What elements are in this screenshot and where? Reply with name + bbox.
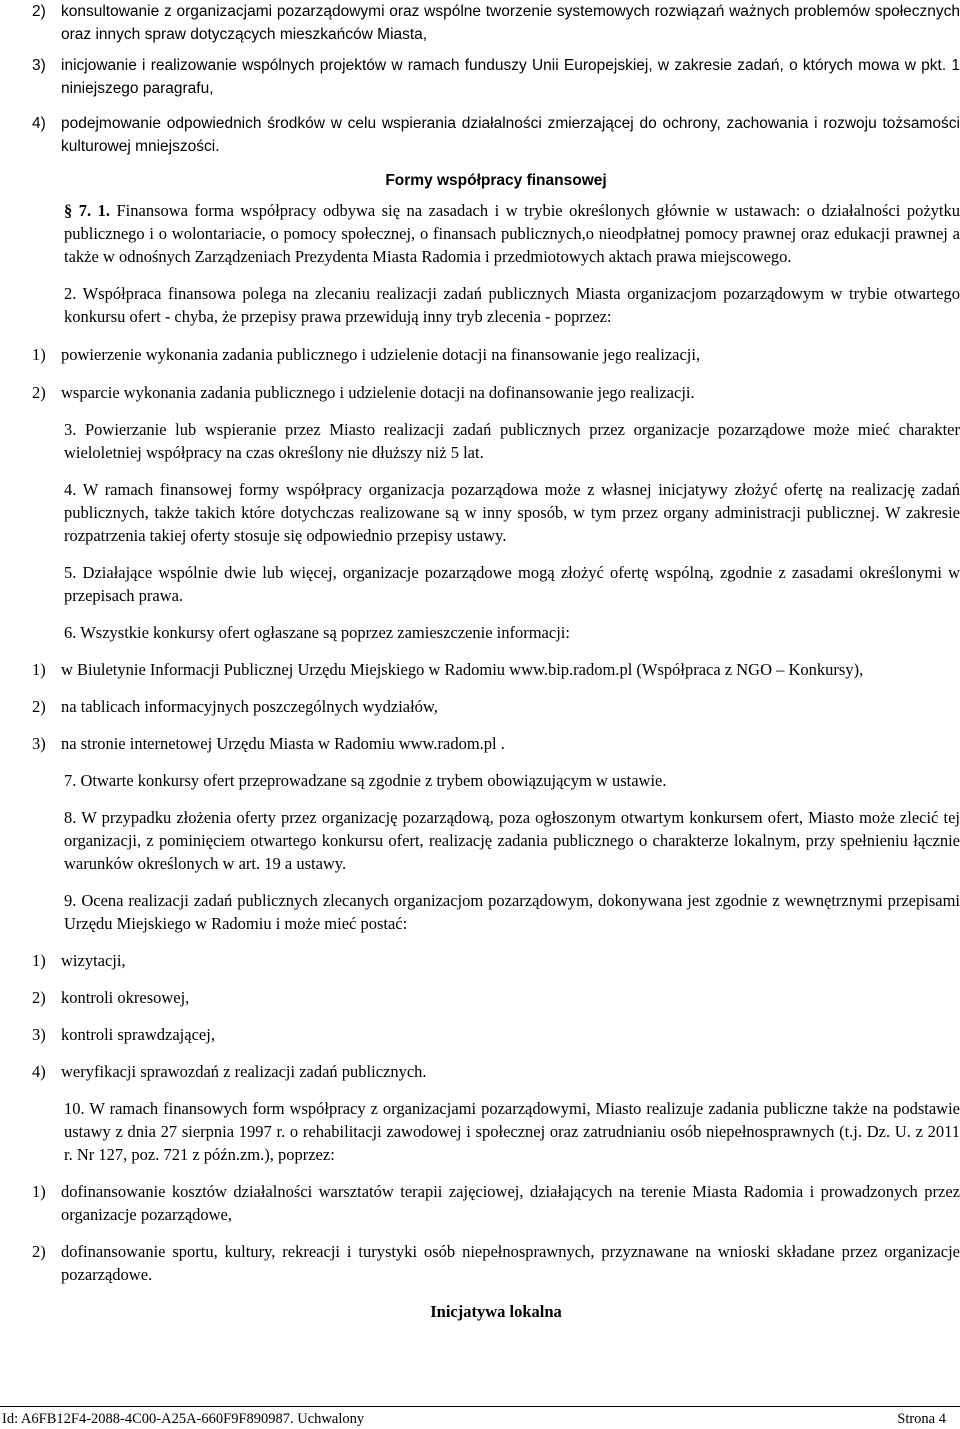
item-number: 1) <box>32 1182 46 1201</box>
paragraph-4: 4. W ramach finansowej formy współpracy organizacja pozarządowa może z własnej inicjatywy złożyć ofertę na realizację zadań publicznych, także takich które dotychczas realizowane są w inny sposób, w tym przez organy administracji publicznej. W zakresie rozpatrzenia takiej oferty stosuje się odpowiednio przepisy ustawy. <box>64 480 960 545</box>
item-number: 2) <box>32 383 46 402</box>
item-text: konsultowanie z organizacjami pozarządowymi oraz wspólne tworzenie systemowych rozwiązań ważnych problemów społecznych oraz innych spraw dotyczących mieszkańców Miasta, <box>61 3 960 43</box>
paragraph-5: 5. Działające wspólnie dwie lub więcej, organizacje pozarządowe mogą złożyć ofertę wspólną, zgodnie z zasadami określonymi w przepisach prawa. <box>64 563 960 605</box>
item-text: inicjowanie i realizowanie wspólnych projektów w ramach funduszy Unii Europejskiej, w zakresie zadań, o których mowa w pkt. 1 niniejszego paragrafu, <box>61 57 960 97</box>
list-item <box>32 949 960 972</box>
item-text: wizytacji, <box>61 951 126 970</box>
item-text: wsparcie wykonania zadania publicznego i udzielenie dotacji na dofinansowanie jego realizacji. <box>61 383 695 402</box>
list-item <box>32 732 960 755</box>
item-number: 1) <box>32 660 46 679</box>
item-number: 3) <box>32 1025 46 1044</box>
item-number: 4) <box>32 115 46 132</box>
item-text: dofinansowanie sportu, kultury, rekreacji i turystyki osób niepełnosprawnych, przyznawane na wnioski składane przez organizacje pozarządowe. <box>61 1242 960 1284</box>
item-text: na stronie internetowej Urzędu Miasta w Radomiu www.radom.pl . <box>61 734 505 753</box>
list-item <box>32 986 960 1009</box>
paragraph-section-number: § 7. 1. <box>64 201 110 220</box>
paragraph-10: 10. W ramach finansowych form współpracy z organizacjami pozarządowymi, Miasto realizuje zadania publiczne także na podstawie ustawy z dnia 27 sierpnia 1997 r. o rehabilitacji zawodowej i społecznej oraz zatrudnianiu osób niepełnosprawnych (t.j. Dz. U. z 2011 r. Nr 127, poz. 721 z późn.zm.), poprzez: <box>64 1099 960 1164</box>
list-item <box>32 1240 960 1286</box>
item-text: w Biuletynie Informacji Publicznej Urzędu Miejskiego w Radomiu www.bip.radom.pl (Współpraca z NGO – Konkursy), <box>61 660 864 679</box>
paragraph-3: 3. Powierzanie lub wspieranie przez Miasto realizacji zadań publicznych przez organizacje pozarządowe może mieć charakter wieloletniej współpracy na czas określony nie dłuższy niż 5 lat. <box>64 420 960 462</box>
list-item <box>32 112 960 158</box>
section-body <box>32 199 960 1323</box>
list-item <box>32 695 960 718</box>
item-number: 4) <box>32 1062 46 1081</box>
item-number: 2) <box>32 1242 46 1261</box>
list-item <box>32 1060 960 1083</box>
document-id: Id: A6FB12F4-2088-4C00-A25A-660F9F890987. Uchwalony <box>2 1411 365 1427</box>
item-text: kontroli sprawdzającej, <box>61 1025 215 1044</box>
item-number: 3) <box>32 57 46 74</box>
item-number: 2) <box>32 988 46 1007</box>
paragraph-8: 8. W przypadku złożenia oferty przez organizację pozarządową, poza ogłoszonym otwartym konkursem ofert, Miasto może zlecić tej organizacji, z pominięciem otwartego konkursu ofert, realizację zadania publicznego o charakterze lokalnym, przy spełnieniu łącznie warunków określonych w art. 19 a ustawy. <box>64 808 960 873</box>
item-text: podejmowanie odpowiednich środków w celu wspierania działalności zmierzającej do ochrony, zachowania i rozwoju tożsamości kulturowej mniejszości. <box>61 115 960 155</box>
list-item <box>32 54 960 100</box>
section-heading: Formy współpracy finansowej <box>385 172 607 189</box>
item-text: kontroli okresowej, <box>61 988 190 1007</box>
paragraph-6: 6. Wszystkie konkursy ofert ogłaszane są poprzez zamieszczenie informacji: <box>64 623 570 642</box>
item-number: 3) <box>32 734 46 753</box>
paragraph-7: 7. Otwarte konkursy ofert przeprowadzane są zgodnie z trybem obowiązującym w ustawie. <box>64 771 667 790</box>
next-section-heading: Inicjatywa lokalna <box>430 1302 562 1321</box>
page-number: Strona 4 <box>897 1411 946 1427</box>
item-number: 2) <box>32 3 46 20</box>
list-item <box>32 0 960 46</box>
item-number: 2) <box>32 697 46 716</box>
paragraph-9: 9. Ocena realizacji zadań publicznych zlecanych organizacjom pozarządowym, dokonywana jest zgodnie z wewnętrznymi przepisami Urzędu Miejskiego w Radomiu i może mieć postać: <box>64 891 960 933</box>
item-number: 1) <box>32 951 46 970</box>
paragraph-1 <box>32 199 960 268</box>
list-item <box>32 658 960 681</box>
paragraph-1-text: Finansowa forma współpracy odbywa się na zasadach i w trybie określonych głównie w ustawach: o działalności pożytku publicznego i o wolontariacie, o pomocy społecznej, o finansach publicznych,o nieodpłatnej pomocy prawnej oraz edukacji prawnej a także w odnośnych Zarządzeniach Prezydenta Miasta Radomia i przedmiotowych aktach prawa miejscowego. <box>64 201 960 266</box>
list-item <box>32 381 960 404</box>
item-text: weryfikacji sprawozdań z realizacji zadań publicznych. <box>61 1062 427 1081</box>
item-text: dofinansowanie kosztów działalności warsztatów terapii zajęciowej, działających na terenie Miasta Radomia i prowadzonych przez organizacje pozarządowe, <box>61 1182 960 1224</box>
list-item <box>32 1023 960 1046</box>
paragraph-2: 2. Współpraca finansowa polega na zlecaniu realizacji zadań publicznych Miasta organizacjom pozarządowym w trybie otwartego konkursu ofert - chyba, że przepisy prawa przewidują inny tryb zlecenia - poprzez: <box>64 284 960 326</box>
item-text: powierzenie wykonania zadania publicznego i udzielenie dotacji na finansowanie jego realizacji, <box>61 345 701 364</box>
page-footer <box>0 1406 960 1429</box>
item-text: na tablicach informacyjnych poszczególnych wydziałów, <box>61 697 438 716</box>
top-list <box>32 0 960 192</box>
item-number: 1) <box>32 345 46 364</box>
list-item <box>32 1180 960 1226</box>
list-item <box>32 343 960 366</box>
